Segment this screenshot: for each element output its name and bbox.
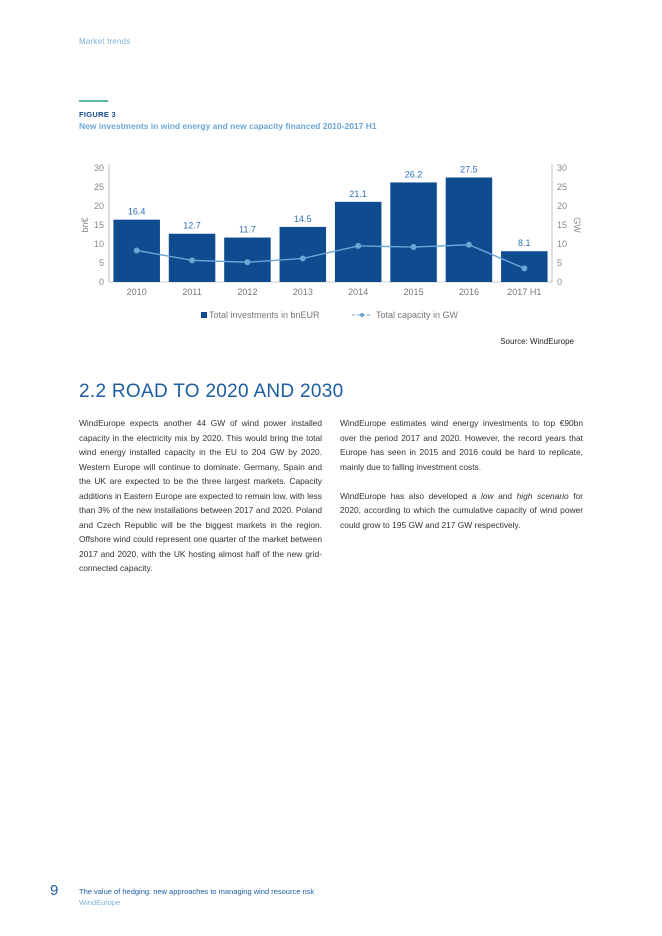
bar — [390, 182, 437, 282]
investment-capacity-chart — [76, 156, 586, 331]
bar — [335, 202, 382, 282]
legend-label-bar: Total investments in bnEUR — [209, 310, 320, 320]
x-tick-label: 2016 — [458, 287, 479, 297]
x-tick-label: 2012 — [237, 287, 258, 297]
y-tick-label-left: 10 — [93, 239, 104, 249]
y-tick-label-left: 15 — [93, 220, 104, 230]
y-tick-label-right: 25 — [557, 182, 568, 192]
footer-title: The value of hedging: new approaches to managing wind resource risk — [79, 887, 315, 896]
body-column-right — [340, 416, 583, 547]
footer-org: WindEurope — [79, 898, 121, 907]
bar-value-label: 11.7 — [239, 224, 256, 235]
capacity-point — [134, 247, 140, 253]
capacity-point — [189, 257, 195, 263]
chart-canvas — [76, 156, 586, 331]
figure-accent-rule — [79, 100, 108, 102]
section-title: 2.2 ROAD TO 2020 AND 2030 — [79, 381, 344, 402]
y-tick-label-right: 30 — [557, 163, 568, 173]
figure-label: FIGURE 3 — [79, 110, 116, 119]
legend-label-line: Total capacity in GW — [376, 310, 459, 320]
header-section-label: Market trends — [79, 37, 131, 46]
y-tick-label-left: 20 — [93, 201, 104, 211]
bar-value-label: 21.1 — [349, 188, 367, 199]
body-column-left — [79, 416, 322, 590]
bar-value-label: 8.1 — [518, 238, 531, 249]
x-tick-label: 2013 — [292, 287, 313, 297]
capacity-point — [355, 243, 361, 249]
y-axis-title-right: GW — [572, 217, 582, 233]
y-tick-label-right: 10 — [557, 239, 568, 249]
x-tick-label: 2010 — [126, 287, 147, 297]
bar-value-label: 26.2 — [404, 169, 423, 180]
bar-value-label: 14.5 — [294, 213, 312, 224]
emphasis-high-scenario: high scenario — [516, 490, 569, 501]
legend-swatch-bar — [201, 312, 207, 318]
y-tick-label-left: 5 — [98, 258, 104, 268]
emphasis-low: low — [480, 490, 494, 501]
y-tick-label-left: 25 — [93, 182, 104, 192]
y-tick-label-right: 20 — [557, 201, 568, 211]
capacity-point — [244, 259, 250, 265]
x-tick-label: 2015 — [403, 287, 424, 297]
body-paragraph — [340, 489, 583, 533]
legend-swatch-point — [360, 313, 364, 317]
bar-value-label: 16.4 — [127, 206, 146, 217]
capacity-point — [466, 242, 472, 248]
text-run: WindEurope has also developed a — [340, 490, 481, 501]
x-tick-label: 2011 — [182, 287, 202, 297]
capacity-point — [300, 255, 306, 261]
capacity-point — [521, 265, 527, 271]
figure-title: New investments in wind energy and new capacity financed 2010-2017 H1 — [79, 121, 377, 131]
body-paragraph: WindEurope estimates wind energy investments to top €90bn over the period 2017 and 2020. However, the record years that Europe has seen in 2015 and 2016 could be hard to replicate, mainly due to falling investment costs. — [340, 418, 583, 472]
bar-value-label: 12.7 — [183, 220, 201, 231]
text-run: for 2020, according to which the cumulative capacity of wind power could grow to 195 GW and 217 GW respectively. — [340, 490, 583, 530]
capacity-point — [411, 244, 417, 250]
x-tick-label: 2017 H1 — [507, 287, 542, 297]
y-axis-title-left: bn€ — [80, 217, 90, 233]
x-tick-label: 2014 — [348, 287, 369, 297]
y-tick-label-left: 30 — [93, 163, 104, 173]
bar — [446, 178, 493, 283]
body-paragraph: WindEurope expects another 44 GW of wind power installed capacity in the electricity mix by 2020. This would bring the total wind energy installed capacity in the EU to 204 GW by 2020. Western Europe will continue to dominate. Germany, Spain and the UK are expected to be the three largest markets. Capacity additions in Eastern Europe are expected to remain low, with less than 3% of the new installations between 2017 and 2020. Poland and Czech Republic will be the biggest markets in the region. Offshore wind could represent one quarter of the market between 2017 and 2020, with the UK hosting almost half of the new grid-connected capacity. — [79, 418, 322, 573]
figure-source: Source: WindEurope — [500, 337, 574, 346]
y-tick-label-right: 15 — [557, 220, 568, 230]
bar-value-label: 27.5 — [460, 164, 478, 175]
y-tick-label-left: 0 — [98, 277, 104, 287]
y-tick-label-right: 5 — [557, 258, 563, 268]
text-run: and — [493, 490, 517, 501]
page-number: 9 — [50, 882, 59, 899]
y-tick-label-right: 0 — [557, 277, 563, 287]
